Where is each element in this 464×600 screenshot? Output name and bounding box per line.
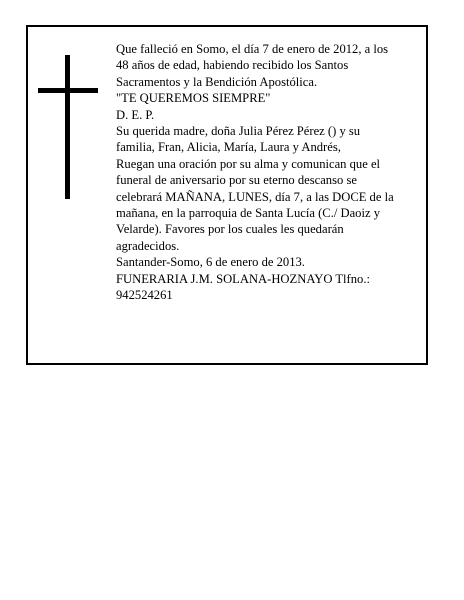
notice-line: Santander-Somo, 6 de enero de 2013. <box>116 255 305 270</box>
notice-line: Que falleció en Somo, el día 7 de enero de 2012, a los <box>116 42 389 56</box>
notice-line: Sacramentos y la Bendición Apostólica. <box>116 74 318 89</box>
notice-line: Velarde). Favores por los cuales les quedarán <box>116 222 344 237</box>
notice-line: 48 años de edad, habiendo recibido los Santos <box>116 58 349 73</box>
cross-vertical-bar <box>65 55 70 199</box>
notice-line: 942524261 <box>116 288 173 303</box>
notice-text <box>116 41 422 304</box>
notice-line: celebrará MAÑANA, LUNES, día 7, a las DOCE de la <box>116 189 394 204</box>
notice-line: "TE QUEREMOS SIEMPRE" <box>116 91 271 106</box>
obituary-notice <box>26 25 428 365</box>
notice-line: FUNERARIA J.M. SOLANA-HOZNAYO Tlfno.: <box>116 271 370 286</box>
cross-horizontal-bar <box>38 88 98 93</box>
notice-line: agradecidos. <box>116 238 180 253</box>
cross-icon <box>38 55 98 199</box>
notice-line: Su querida madre, doña Julia Pérez Pérez () y su <box>116 124 361 139</box>
notice-line: mañana, en la parroquia de Santa Lucía (C./ Daoiz y <box>116 206 381 221</box>
notice-line: familia, Fran, Alicia, María, Laura y Andrés, <box>116 140 341 155</box>
notice-line: Ruegan una oración por su alma y comunican que el <box>116 156 381 171</box>
notice-line: funeral de aniversario por su eterno descanso se <box>116 173 357 188</box>
notice-line: D. E. P. <box>116 107 155 122</box>
